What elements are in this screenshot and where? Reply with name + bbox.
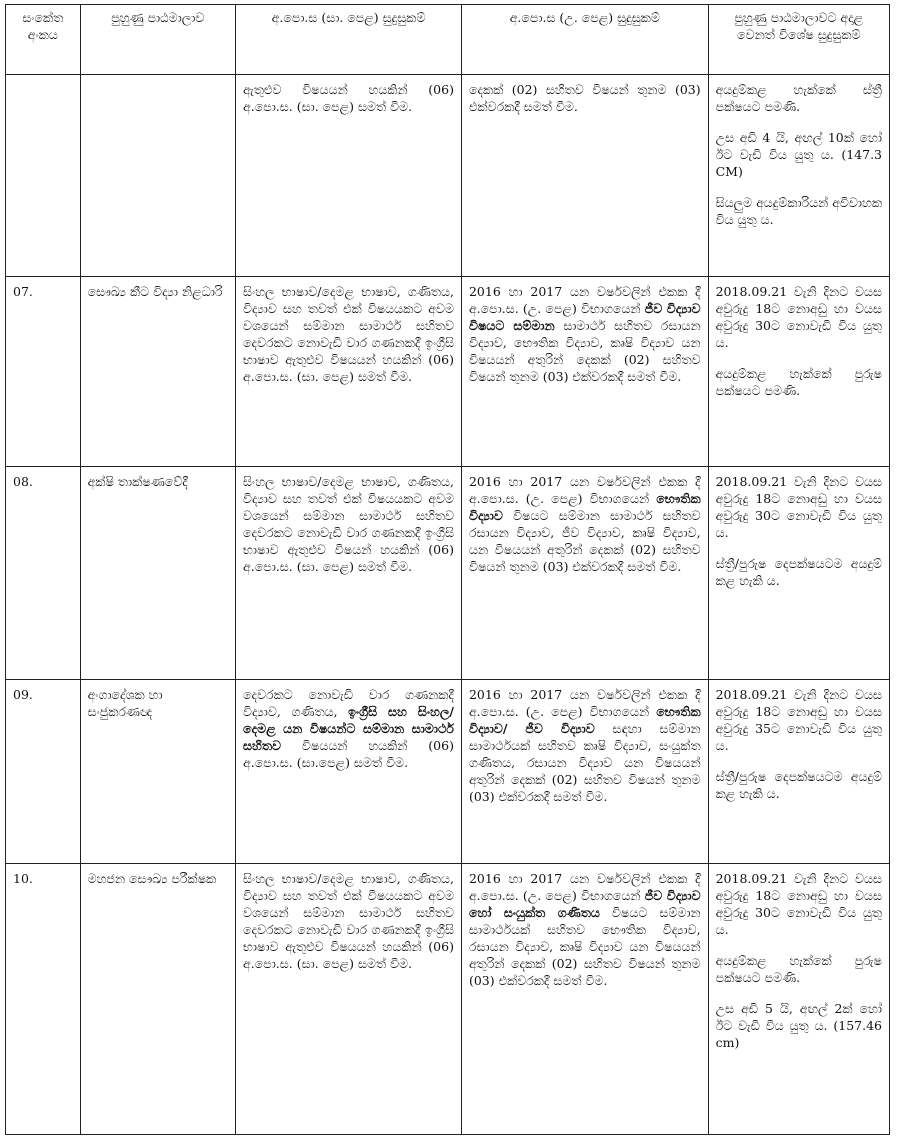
other-requirement: අයදුම්කළ හැක්කේ පුරුෂ පක්ෂයට පමණි.: [715, 366, 882, 398]
cell-ol: සිංහල භාෂාව/දෙමළ භාෂාව, ගණිතය, විද්‍යාව සහ තවත් එක් විෂයයකට අවම වශයෙන් සම්මාන සාමාර්ථ සහිතව දෙවරකට නොවැඩි වාර ගණනකදී ඉංග්‍රීසි භාෂාව ඇතුළුව විෂයයන් හයකින් (06) අ.පො.ස. (සා. පෙළ) සමත් වීම.: [236, 864, 462, 1135]
ol-text: විෂයයන් හයකින් (06) අ.පො.ස. (සා.පෙළ) සමත් වීම.: [243, 738, 454, 770]
cell-code: [6, 75, 81, 277]
al-text-bold: භෞතික විද්‍යාව: [468, 491, 701, 523]
cell-code: 10.: [6, 864, 81, 1135]
other-requirement: 2018.09.21 වැනි දිනට වයස අවුරුදු 18ට නොඅඩු හා වයස අවුරුදු 30ට නොවැඩි විය යුතු ය.: [715, 474, 882, 540]
al-text: සඳහා සම්මාන සාමාර්ථයක් සහිතව කෘෂි විද්‍යාව, සංයුක්ත ගණිතය, රසායන විද්‍යාව යන විෂයයන් අතුරින් දෙකක් (02) සහිතව විෂයන් තුනම (03) එක්වරකදී සමත් වීම.: [468, 721, 701, 804]
other-requirement: උස අඩි 5 යි, අඟල් 2ක් හෝ ඊට වැඩි විය යුතු ය. (157.46 cm): [715, 1001, 882, 1050]
cell-course: [80, 75, 235, 277]
header-ol-qualifications: අ.පො.ස (සා. පෙළ) සුදුසුකම්: [236, 5, 462, 75]
cell-code: 08.: [6, 467, 81, 680]
header-code: සංකේත අංකය: [6, 5, 81, 75]
table-row: [6, 467, 890, 680]
al-text: 2016 හා 2017 යන වර්ෂවලින් එකක දී අ.පො.ස. (උ. පෙළ) විභාගයෙන්: [468, 474, 701, 506]
other-requirement: 2018.09.21 වැනි දිනට වයස අවුරුදු 18ට නොඅඩු හා වයස අවුරුදු 30ට නොවැඩි විය යුතු ය.: [715, 871, 882, 937]
other-requirement: ස්ත්‍රී/පුරුෂ දෙපක්ෂයටම අයදුම් කළ හැකි ය.: [715, 556, 882, 588]
other-requirement: 2018.09.21 වැනි දිනට වයස අවුරුදු 18ට නොඅඩු හා වයස අවුරුදු 30ට නොවැඩි විය යුතු ය.: [715, 284, 882, 350]
other-requirement: අයදුම්කළ හැක්කේ පුරුෂ පක්ෂයට පමණි.: [715, 953, 882, 985]
cell-course: අක්ෂි තාක්ෂණවේදී: [80, 467, 235, 680]
cell-other: [708, 864, 889, 1135]
table-row: [6, 75, 890, 277]
al-text: 2016 හා 2017 යන වර්ෂවලින් එකක දී අ.පො.ස. (උ. පෙළ) විභාගයෙන්: [468, 871, 701, 903]
cell-other: [708, 467, 889, 680]
ol-text: දෙවරකට නොවැඩි වාර ගණනකදී විද්‍යාව, ගණිතය,: [243, 687, 454, 719]
cell-ol: [236, 680, 462, 864]
cell-other: [708, 75, 889, 277]
table-row: [6, 680, 890, 864]
table-header-row: [6, 5, 890, 75]
cell-al: [461, 864, 708, 1135]
cell-course: මහජන සෞඛ්‍ය පරීක්ෂක: [80, 864, 235, 1135]
al-text: විෂයට සම්මාන සාමාර්ථ සහිතව රසායන විද්‍යාව, ජීව විද්‍යාව, කෘෂි විද්‍යාව, යන විෂයයන් අතුරින් දෙකක් (02) සහිතව විෂයන් තුනම (03) එක්වරකදී සමත් වීම.: [468, 508, 701, 574]
cell-ol: සිංහල භාෂාව/දෙමළ භාෂාව, ගණිතය, විද්‍යාව සහ තවත් එක් විෂයයකට අවම වශයෙන් සම්මාන සාමාර්ථ සහිතව දෙවරකට නොවැඩි වාර ගණනකදී ඉංග්‍රීසි භාෂාව ඇතුළුව විෂයයන් හයකින් (06) අ.පො.ස. (සා. පෙළ) සමත් වීම.: [236, 277, 462, 467]
cell-ol: ඇතුළුව විෂයයන් හයකින් (06) අ.පො.ස. (සා. පෙළ) සමත් වීම.: [236, 75, 462, 277]
cell-code: 07.: [6, 277, 81, 467]
cell-code: 09.: [6, 680, 81, 864]
cell-al: [461, 467, 708, 680]
table-row: [6, 277, 890, 467]
header-al-qualifications: අ.පො.ස (උ. පෙළ) සුදුසුකම්: [461, 5, 708, 75]
qualifications-table: [5, 4, 890, 1135]
other-requirement: ස්ත්‍රී/පුරුෂ දෙපක්ෂයටම අයදුම් කළ හැකි ය.: [715, 769, 882, 801]
cell-course: සෞඛ්‍ය කීට විද්‍යා නිළධාරි: [80, 277, 235, 467]
al-text: 2016 හා 2017 යන වර්ෂවලින් එකක දී අ.පො.ස. (උ. පෙළ) විභාගයෙන්: [468, 284, 701, 316]
table-row: [6, 864, 890, 1135]
al-text-bold: භෞතික විද්‍යාව/ ජීව විද්‍යාව: [468, 704, 701, 736]
cell-other: [708, 277, 889, 467]
cell-course: අංගාදේශක හා සංජුකරණඥ: [80, 680, 235, 864]
al-text: 2016 හා 2017 යන වර්ෂවලින් එකක දී අ.පො.ස. (උ. පෙළ) විභාගයෙන්: [468, 687, 701, 719]
header-course: පුහුණු පාඨමාලාව: [80, 5, 235, 75]
al-text-bold: ජීව විද්‍යාව විෂයට සම්මාන: [468, 301, 701, 333]
cell-ol: සිංහල භාෂාව/දෙමළ භාෂාව, ගණිතය, විද්‍යාව සහ තවත් එක් විෂයයකට අවම වශයෙන් සම්මාන සාමාර්ථ සහිතව දෙවරකට නොවැඩි වාර ගණනකදී ඉංග්‍රීසි භාෂාව ඇතුළුව විෂයන් හයකින් (06) අ.පො.ස. (සා. පෙළ) සමත් වීම.: [236, 467, 462, 680]
other-requirement: උස අඩි 4 යි, අඟල් 10ක් හෝ ඊට වැඩි විය යුතු ය. (147.3 CM): [715, 130, 882, 179]
cell-al: [461, 680, 708, 864]
ol-text-bold: ඉංග්‍රීසි සහ සිංහල/ දෙමළ යන විෂයන්ට සම්මාන සාමාර්ථ සහිතව: [243, 704, 454, 753]
other-requirement: සියලුම අයදුම්කාරියන් අවිවාහක විය යුතු ය.: [715, 195, 883, 227]
cell-other: [708, 680, 889, 864]
al-text: විෂයට සම්මාන සාමාර්ථයක් සහිතව භෞතික විද්‍යාව, රසායන විද්‍යාව, කෘෂි විද්‍යාව යන විෂයයන් අතුරින් දෙකක් (02) සහිතව විෂයන් තුනම (03) එක්වරකදී සමත් වීම.: [468, 905, 701, 988]
other-requirement: 2018.09.21 වැනි දිනට වයස අවුරුදු 18ට නොඅඩු හා වයස අවුරුදු 35ට නොවැඩි විය යුතු ය.: [715, 687, 882, 753]
cell-al: දෙකක් (02) සහිතව විෂයන් තුනම (03) එක්වරකදී සමත් වීම.: [461, 75, 708, 277]
al-text-bold: ජීව විද්‍යාව හෝ සංයුක්ත ගණිතය: [468, 888, 701, 920]
cell-al: [461, 277, 708, 467]
header-other-qualifications: පුහුණු පාඨමාලාවට අදාළ වෙනත් විශේෂ සුදුසුකම්: [708, 5, 889, 75]
other-requirement: අයදුම්කළ හැක්කේ ස්ත්‍රී පක්ෂයට පමණි.: [715, 82, 882, 114]
al-text: සාමාර්ථ සහිතව රසායන විද්‍යාව, භෞතික විද්‍යාව, කෘෂි විද්‍යාව යන විෂයයන් අතුරින් දෙකක් (02) සහිතව විෂයන් තුනම (03) එක්වරකදී සමත් වීම.: [468, 318, 701, 384]
